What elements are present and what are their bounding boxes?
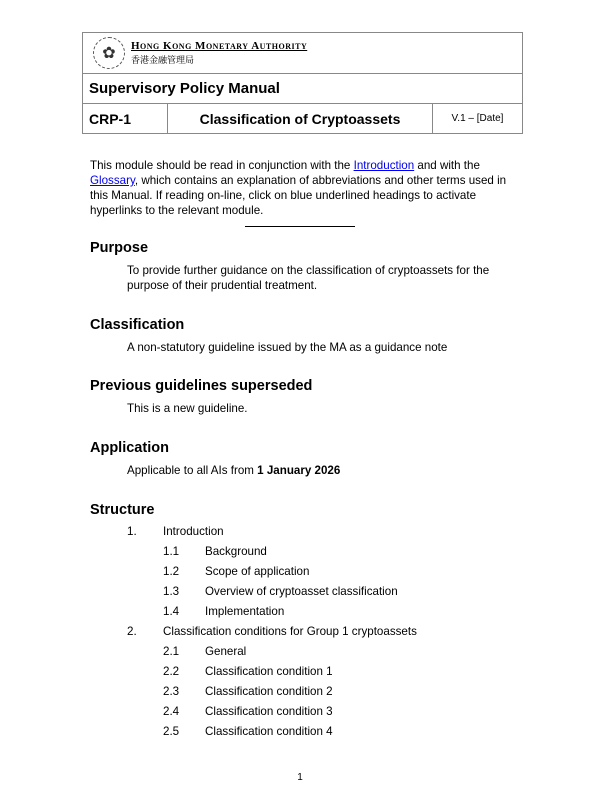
intro-text: This module should be read in conjunction with the xyxy=(90,159,354,172)
application-text-plain: Applicable to all AIs from xyxy=(127,464,258,477)
version: V.1 – [Date] xyxy=(451,113,504,124)
introduction-link[interactable]: Introduction xyxy=(353,159,415,172)
structure-item-number: 2.5 xyxy=(163,725,180,738)
module-title: Classification of Cryptoassets xyxy=(168,104,433,133)
classification-text: A non-statutory guideline issued by the MA as a guidance note xyxy=(127,341,448,354)
manual-title: Supervisory Policy Manual xyxy=(83,74,522,104)
structure-item-number: 2.3 xyxy=(163,685,180,698)
module-row xyxy=(83,104,522,133)
structure-item-number: 2.1 xyxy=(163,645,180,658)
application-text xyxy=(127,463,517,478)
structure-item-number: 1.3 xyxy=(163,585,180,598)
structure-item-label: Classification condition 4 xyxy=(205,725,333,738)
previous-guidelines-heading: Previous guidelines superseded xyxy=(90,378,313,394)
org-row xyxy=(83,33,522,74)
structure-item-number: 1.1 xyxy=(163,545,180,558)
structure-item-label: Classification condition 2 xyxy=(205,685,333,698)
page-number: 1 xyxy=(297,772,303,783)
structure-item-number: 1. xyxy=(127,525,137,538)
structure-item-label: Introduction xyxy=(163,525,224,538)
module-code: CRP-1 xyxy=(83,104,168,133)
structure-heading: Structure xyxy=(90,502,155,518)
application-date: 1 January 2026 xyxy=(257,464,341,477)
glossary-link[interactable]: Glossary xyxy=(90,174,135,187)
structure-item-label: Classification condition 3 xyxy=(205,705,333,718)
structure-item-number: 1.4 xyxy=(163,605,180,618)
intro-text: , which contains an explanation of abbreviations and other terms used in this Manual. If reading on-line, click on blue underlined headings to activate hyperlinks to the relevant module. xyxy=(90,174,507,217)
structure-item-label: General xyxy=(205,645,247,658)
purpose-heading: Purpose xyxy=(90,240,149,256)
structure-item-label: Background xyxy=(205,545,267,558)
structure-item-label: Classification conditions for Group 1 cryptoassets xyxy=(163,625,417,638)
divider xyxy=(245,226,355,227)
structure-item-label: Overview of cryptoasset classification xyxy=(205,585,398,598)
classification-heading: Classification xyxy=(90,317,185,333)
structure-item-number: 2.4 xyxy=(163,705,180,718)
application-heading: Application xyxy=(90,440,169,456)
intro-text: and with the xyxy=(414,159,480,172)
intro-paragraph xyxy=(90,158,514,218)
structure-item-label: Scope of application xyxy=(205,565,310,578)
structure-item-label: Classification condition 1 xyxy=(205,665,333,678)
org-name: Hong Kong Monetary Authority xyxy=(131,40,308,52)
purpose-text: To provide further guidance on the classification of cryptoassets for the purpose of their prudential treatment. xyxy=(127,264,490,292)
structure-item-number: 2. xyxy=(127,625,137,638)
module-header-table xyxy=(82,32,523,134)
hkma-logo-icon: ✿ xyxy=(93,37,125,69)
structure-item-number: 2.2 xyxy=(163,665,180,678)
structure-item-number: 1.2 xyxy=(163,565,180,578)
org-name-chinese: 香港金融管理局 xyxy=(131,55,195,65)
structure-item-label: Implementation xyxy=(205,605,285,618)
previous-guidelines-text: This is a new guideline. xyxy=(127,402,248,415)
